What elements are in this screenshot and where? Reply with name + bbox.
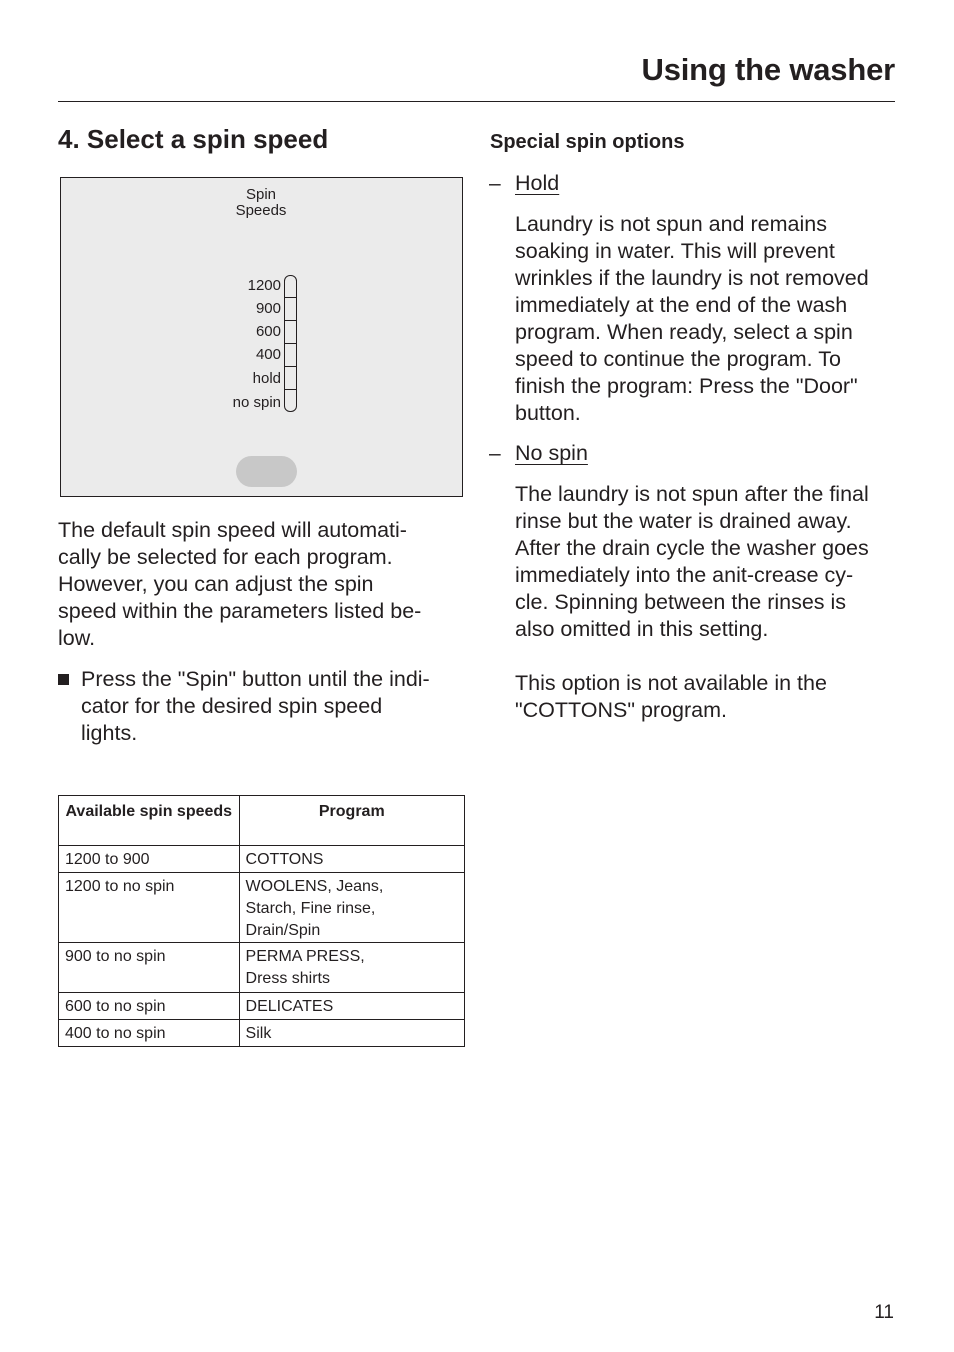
panel-title-line2: Speeds	[235, 202, 287, 219]
program-line: PERMA PRESS,	[245, 948, 365, 965]
hold-line: button.	[515, 401, 581, 425]
table-row	[59, 943, 465, 993]
table-row	[59, 846, 465, 873]
page-number: 11	[874, 1302, 894, 1323]
nospin-line: cle. Spinning between the rinses is	[515, 590, 847, 614]
speed-label-hold: hold	[252, 370, 281, 387]
page-header-title: Using the washer	[641, 52, 895, 87]
table-cell-speed: 900 to no spin	[59, 943, 240, 993]
indicator-segment-divider	[285, 297, 296, 298]
table-cell-speed: 1200 to no spin	[59, 873, 240, 943]
option-hold-title: Hold	[515, 171, 560, 195]
program-line: WOOLENS, Jeans,	[245, 878, 384, 895]
special-options-heading: Special spin options	[490, 131, 685, 153]
speed-label-900: 900	[255, 300, 281, 317]
hold-line: program. When ready, select a spin	[515, 320, 853, 344]
spin-speed-table	[58, 795, 465, 1047]
table-header-speeds: Available spin speeds	[59, 796, 240, 846]
spin-speed-panel	[60, 177, 463, 497]
nospin-line: rinse but the water is drained away.	[515, 509, 852, 533]
indicator-segment-divider	[285, 320, 296, 321]
intro-line: The default spin speed will automati-	[58, 518, 407, 542]
nospin-line: also omitted in this setting.	[515, 617, 769, 641]
nospin-note-line: "COTTONS" program.	[515, 698, 727, 722]
table-row	[59, 1020, 465, 1047]
program-line: DELICATES	[245, 998, 334, 1015]
dash-bullet: –	[489, 172, 501, 195]
spin-button[interactable]	[236, 456, 297, 487]
option-no-spin-title: No spin	[515, 441, 588, 465]
intro-line: cally be selected for each program.	[58, 545, 393, 569]
table-cell-speed: 1200 to 900	[59, 846, 240, 873]
indicator-segment-divider	[285, 389, 296, 390]
table-header-program: Program	[239, 796, 464, 846]
hold-line: soaking in water. This will prevent	[515, 239, 835, 263]
table-header-row	[59, 796, 465, 846]
intro-line: low.	[58, 626, 96, 650]
hold-line: immediately at the end of the wash	[515, 293, 848, 317]
nospin-line: immediately into the anit-crease cy-	[515, 563, 854, 587]
table-row	[59, 873, 465, 943]
dash-bullet: –	[489, 442, 501, 465]
speed-label-600: 600	[255, 323, 281, 340]
table-cell-speed: 400 to no spin	[59, 1020, 240, 1047]
program-line: Drain/Spin	[245, 922, 321, 939]
intro-line: However, you can adjust the spin	[58, 572, 374, 596]
indicator-segment-divider	[285, 366, 296, 367]
hold-line: wrinkles if the laundry is not removed	[515, 266, 869, 290]
table-cell-program	[239, 1020, 464, 1047]
nospin-line: The laundry is not spun after the final	[515, 482, 869, 506]
option-no-spin-description	[515, 481, 869, 643]
speed-label-1200: 1200	[247, 277, 281, 294]
header-divider	[58, 101, 895, 102]
speed-label-no-spin: no spin	[232, 394, 281, 411]
table-cell-program	[239, 873, 464, 943]
program-line: Dress shirts	[245, 970, 330, 987]
hold-line: speed to continue the program. To	[515, 347, 841, 371]
speed-label-400: 400	[255, 346, 281, 363]
panel-title-line1: Spin	[245, 186, 277, 203]
bullet-square-icon	[58, 674, 69, 685]
program-line: Starch, Fine rinse,	[245, 900, 376, 917]
nospin-note-line: This option is not available in the	[515, 671, 827, 695]
instruction-line: Press the "Spin" button until the indi-	[81, 667, 430, 691]
intro-line: speed within the parameters listed be-	[58, 599, 422, 623]
intro-paragraph	[58, 517, 421, 652]
option-no-spin-note	[515, 670, 827, 724]
instruction-paragraph	[81, 666, 430, 747]
instruction-line: lights.	[81, 721, 138, 745]
indicator-segment-divider	[285, 343, 296, 344]
table-row	[59, 993, 465, 1020]
hold-line: finish the program: Press the "Door"	[515, 374, 858, 398]
table-cell-program	[239, 943, 464, 993]
section-title: 4. Select a spin speed	[58, 124, 329, 154]
panel-title	[61, 187, 461, 219]
nospin-line: After the drain cycle the washer goes	[515, 536, 869, 560]
table-cell-program	[239, 993, 464, 1020]
table-cell-program	[239, 846, 464, 873]
program-line: Silk	[245, 1025, 272, 1042]
hold-line: Laundry is not spun and remains	[515, 212, 827, 236]
program-line: COTTONS	[245, 851, 324, 868]
option-hold-description	[515, 211, 869, 427]
table-cell-speed: 600 to no spin	[59, 993, 240, 1020]
spin-speed-indicator	[284, 275, 297, 412]
instruction-line: cator for the desired spin speed	[81, 694, 383, 718]
